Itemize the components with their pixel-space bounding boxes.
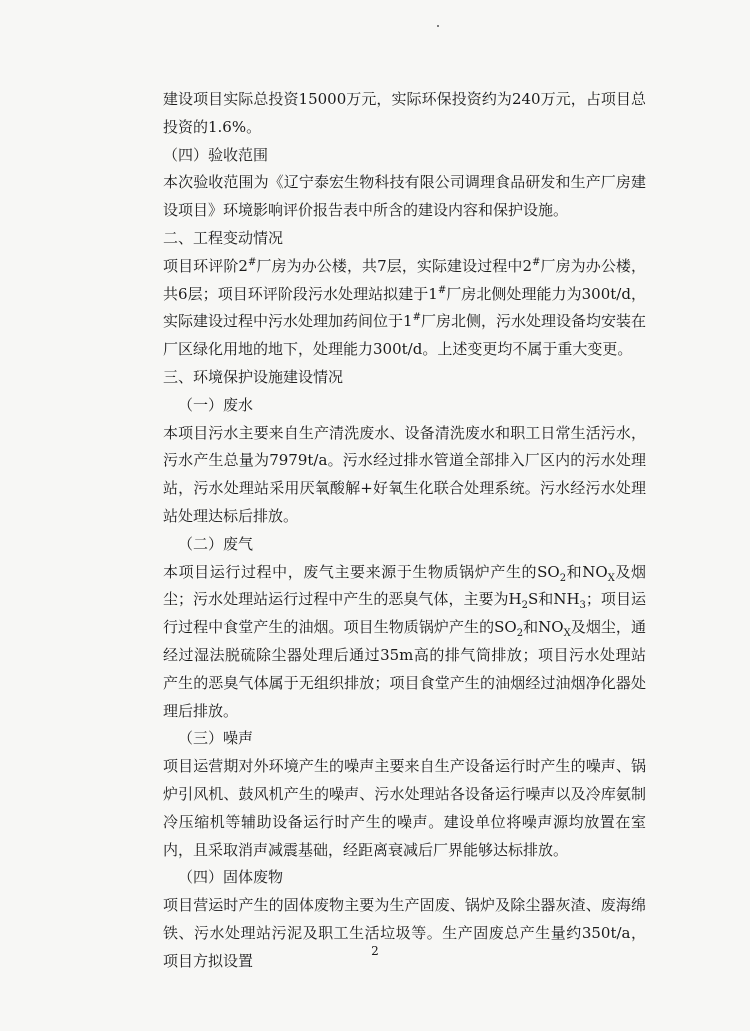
changes-paragraph: 项目环评阶2#厂房为办公楼，共7层，实际建设过程中2#厂房为办公楼，共6层；项目环评阶段污水处理站拟建于1#厂房北侧处理能力为300t/d，实际建设过程中污水处理加药间位于1#厂房北侧，污水处理设备均安装在厂区绿化用地的地下，处理能力300t/d。上述变更均不属于重大变更。	[163, 256, 647, 359]
env-heading: 三、环境保护设施建设情况	[163, 367, 344, 386]
changes-heading: 二、工程变动情况	[163, 228, 284, 247]
water-paragraph: 本项目污水主要来自生产清洗废水、设备清洗废水和职工日常生活污水，污水产生总量为7979t/a。污水经过排水管道全部排入厂区内的污水处理站，污水处理站采用厌氧酸解+好氧生化联合处理系统。污水经污水处理站处理达标后排放。	[163, 423, 646, 525]
water-heading: （一）废水	[178, 395, 254, 414]
noise-paragraph: 项目运营期对外环境产生的噪声主要来自生产设备运行时产生的噪声、锅炉引风机、鼓风机产生的噪声、污水处理站各设备运行噪声以及冷库氨制冷压缩机等辅助设备运行时产生的噪声。建设单位将噪声源均放置在室内，且采取消声减震基础，经距离衰减后厂界能够达标排放。	[163, 757, 646, 859]
document-body	[163, 86, 646, 976]
scope-paragraph: 本次验收范围为《辽宁泰宏生物科技有限公司调理食品研发和生产厂房建设项目》环境影响评价报告表中所含的建设内容和保护设施。	[163, 173, 646, 220]
scope-heading: （四）验收范围	[163, 145, 269, 164]
solid-heading: （四）固体废物	[178, 868, 284, 887]
gas-paragraph: 本项目运行过程中，废气主要来源于生物质锅炉产生的$SO_2$和$NO_X$及烟尘；污水处理站运行过程中产生的恶臭气体，主要为$H_2S$和$NH_3$；项目运行过程中食堂产生的油烟。项目生物质锅炉产生的$SO_2$和$NO_X$及烟尘，通经过湿法脱硫除尘器处理后通过35m高的排气筒排放；项目污水处理站产生的恶臭气体属于无组织排放；项目食堂产生的油烟经过油烟净化器处理后排放。	[163, 562, 646, 720]
gas-heading: （二）废气	[178, 534, 254, 553]
solid-paragraph: 项目营运时产生的固体废物主要为生产固废、锅炉及除尘器灰渣、废海绵铁、污水处理站污泥及职工生活垃圾等。生产固废总产生量约350t/a，项目方拟设置	[163, 896, 646, 970]
noise-heading: （三）噪声	[178, 729, 254, 748]
investment-paragraph: 建设项目实际总投资15000万元，实际环保投资约为240万元，占项目总投资的1.6%。	[163, 90, 646, 136]
page-number: 2	[371, 944, 379, 958]
scan-speck	[437, 25, 439, 27]
